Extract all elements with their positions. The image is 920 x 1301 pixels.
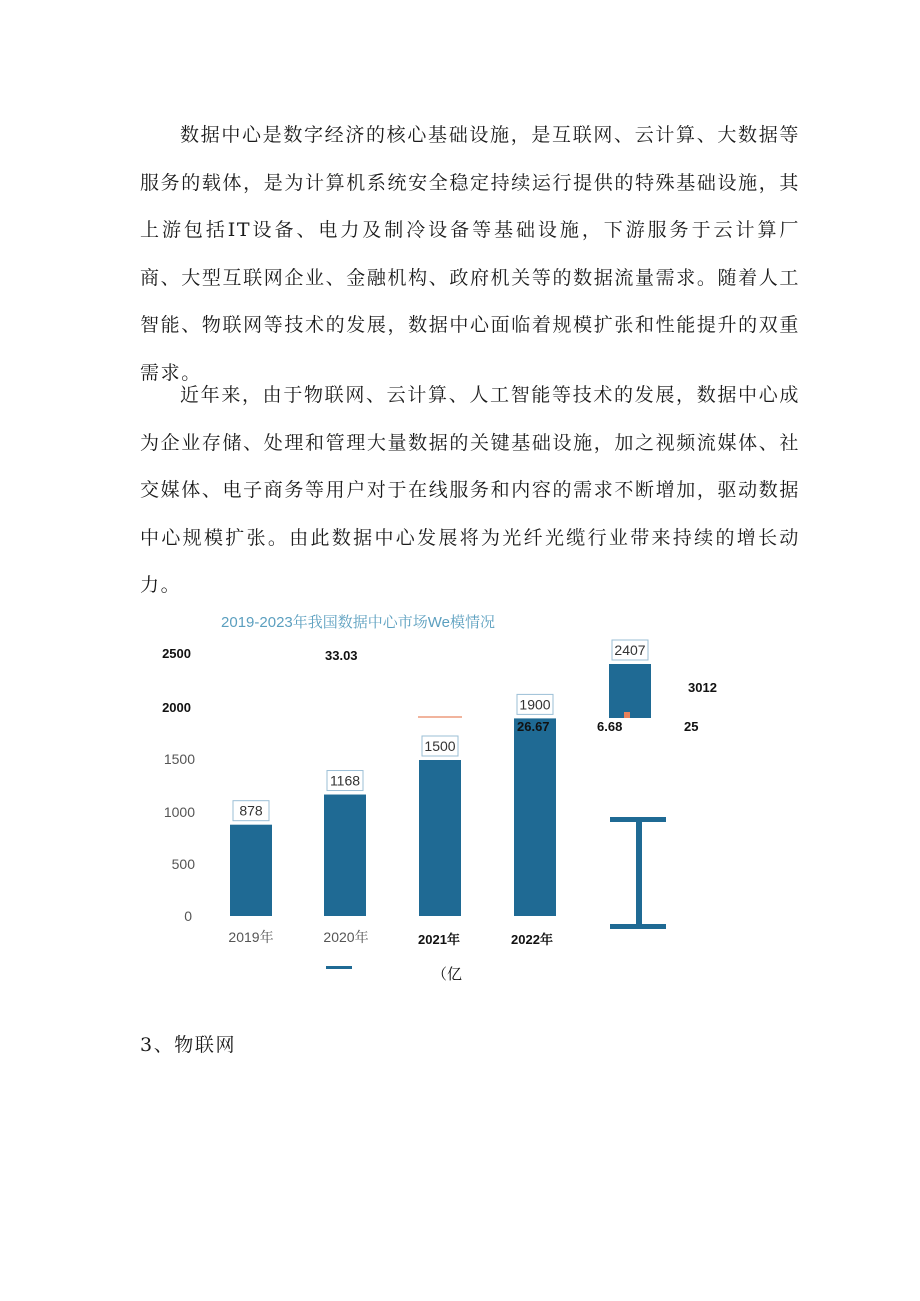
market-size-chart: [150, 600, 750, 990]
value-label-text: 2407: [614, 642, 646, 658]
bar-2022: [514, 718, 556, 916]
value-label-text: 1168: [329, 772, 361, 789]
annotation-6-68: 6.68: [597, 719, 623, 734]
annotation-25: 25: [684, 719, 699, 734]
y-tick-label: 2500: [162, 646, 191, 661]
bar-series: [230, 664, 651, 916]
x-tick-label: 2022年: [511, 932, 553, 947]
bar-2020: [324, 795, 366, 916]
x-tick-label: 2020年: [323, 929, 369, 945]
x-axis: [228, 929, 553, 947]
unit-fragment: （亿: [432, 966, 463, 983]
value-label-2020: [327, 771, 363, 791]
value-label-text: 1900: [519, 696, 551, 713]
y-tick-label: 1500: [163, 751, 195, 767]
annotation-26-67: 26.67: [517, 719, 550, 734]
value-label-text: 1500: [424, 738, 456, 754]
y-tick-label: 500: [171, 856, 195, 872]
accent-line: [418, 716, 462, 718]
body-paragraph-1: 数据中心是数字经济的核心基础设施，是互联网、云计算、大数据等服务的载体，是为计算机系统安全稳定持续运行提供的特殊基础设施，其上游包括IT设备、电力及制冷设备等基础设施，下游服务于云计算厂商、大型互联网企业、金融机构、政府机关等的数据流量需求。随着人工智能、物联网等技术的发展，数据中心面临着规模扩张和性能提升的双重需求。: [140, 124, 800, 384]
y-tick-label: 0: [184, 908, 192, 924]
value-label-2021: [422, 736, 458, 756]
value-label-2019: [233, 801, 269, 821]
value-label-2023: [612, 640, 648, 660]
y-axis: [162, 646, 195, 924]
value-label-text: 878: [239, 802, 263, 819]
chart-title: 2019-2023年我国数据中心市场We模情况: [221, 614, 495, 631]
y-tick-label: 1000: [163, 804, 195, 820]
section-heading: 3、物联网: [140, 1034, 237, 1056]
annotation-3012: 3012: [688, 680, 717, 695]
annotation-33-03: 33.03: [325, 648, 358, 663]
body-paragraph-2: 近年来，由于物联网、云计算、人工智能等技术的发展，数据中心成为企业存储、处理和管理大量数据的关键基础设施，加之视频流媒体、社交媒体、电子商务等用户对于在线服务和内容的需求不断增加，驱动数据中心规模扩张。由此数据中心发展将为光纤光缆行业带来持续的增长动力。: [140, 384, 800, 596]
bar-2023: [609, 664, 651, 718]
accent-mark: [624, 712, 630, 718]
x-tick-label: 2021年: [418, 932, 460, 947]
y-tick-label: 2000: [162, 700, 191, 715]
bar-2019: [230, 825, 272, 916]
legend-swatch: [326, 966, 352, 969]
value-label-2022: [517, 694, 553, 714]
x-tick-label: 2019年: [228, 929, 274, 945]
i-beam-cursor-icon: [610, 817, 666, 929]
bar-2021: [419, 760, 461, 916]
